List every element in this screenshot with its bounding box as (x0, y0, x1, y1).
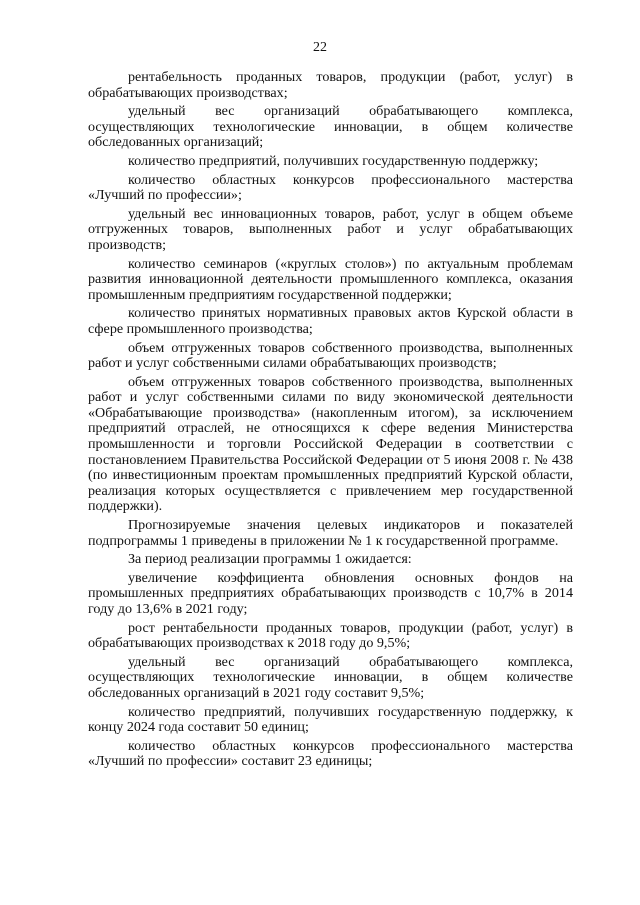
paragraph-12: увеличение коэффициента обновления основных фондов на промышленных предприятиях обрабатывающих производств с 10,7% в 2014 году до 13,6% в 2021 году; (88, 569, 573, 617)
paragraph-15: количество предприятий, получивших государственную поддержку, к концу 2024 года составит 50 единиц; (88, 703, 573, 736)
paragraph-3: количество предприятий, получивших государственную поддержку; (128, 152, 539, 169)
document-body (88, 70, 573, 773)
paragraph-14: удельный вес организаций обрабатывающего комплекса, осуществляющих технологические инновации, в общем количестве обследованных организаций в 2021 году составит 9,5%; (88, 653, 573, 701)
paragraph-1: рентабельность проданных товаров, продукции (работ, услуг) в обрабатывающих производствах; (88, 69, 573, 101)
paragraph-16: количество областных конкурсов профессионального мастерства «Лучший по профессии» составит 23 единицы; (88, 737, 573, 770)
paragraph-13: рост рентабельности проданных товаров, продукции (работ, услуг) в обрабатывающих производствах к 2018 году до 9,5%; (88, 619, 573, 652)
paragraph-6: количество семинаров («круглых столов») по актуальным проблемам развития инновационной деятельности промышленного комплекса, оказания промышленным предприятиям государственной поддержки; (88, 255, 573, 303)
paragraph-4: количество областных конкурсов профессионального мастерства «Лучший по профессии»; (88, 171, 573, 204)
paragraph-5: удельный вес инновационных товаров, работ, услуг в общем объеме отгруженных товаров, выполненных работ и услуг обрабатывающих производств; (88, 205, 573, 253)
page-number: 22 (313, 40, 327, 55)
paragraph-9: объем отгруженных товаров собственного производства, выполненных работ и услуг собственными силами по виду экономической деятельности «Обрабатывающие производства» (накопленным итогом), за исключением предприятий отраслей, не относящихся к сфере ведения Министерства промышленности и торговли Российской Федерации в соответствии с постановлением Правительства Российской Федерации от 5 июня 2008 г. № 438 (по инвестиционным проектам промышленных предприятий Курской области, реализация которых осуществляется с привлечением мер государственной поддержки). (88, 373, 573, 515)
paragraph-10: Прогнозируемые значения целевых индикаторов и показателей подпрограммы 1 приведены в приложении № 1 к государственной программе. (88, 517, 573, 549)
paragraph-2: удельный вес организаций обрабатывающего комплекса, осуществляющих технологические инновации, в общем количестве обследованных организаций; (88, 103, 573, 151)
paragraph-11: За период реализации программы 1 ожидается: (128, 551, 412, 568)
paragraph-8: объем отгруженных товаров собственного производства, выполненных работ и услуг собственными силами обрабатывающих производств; (88, 339, 573, 372)
paragraph-7: количество принятых нормативных правовых актов Курской области в сфере промышленного производства; (88, 305, 573, 337)
